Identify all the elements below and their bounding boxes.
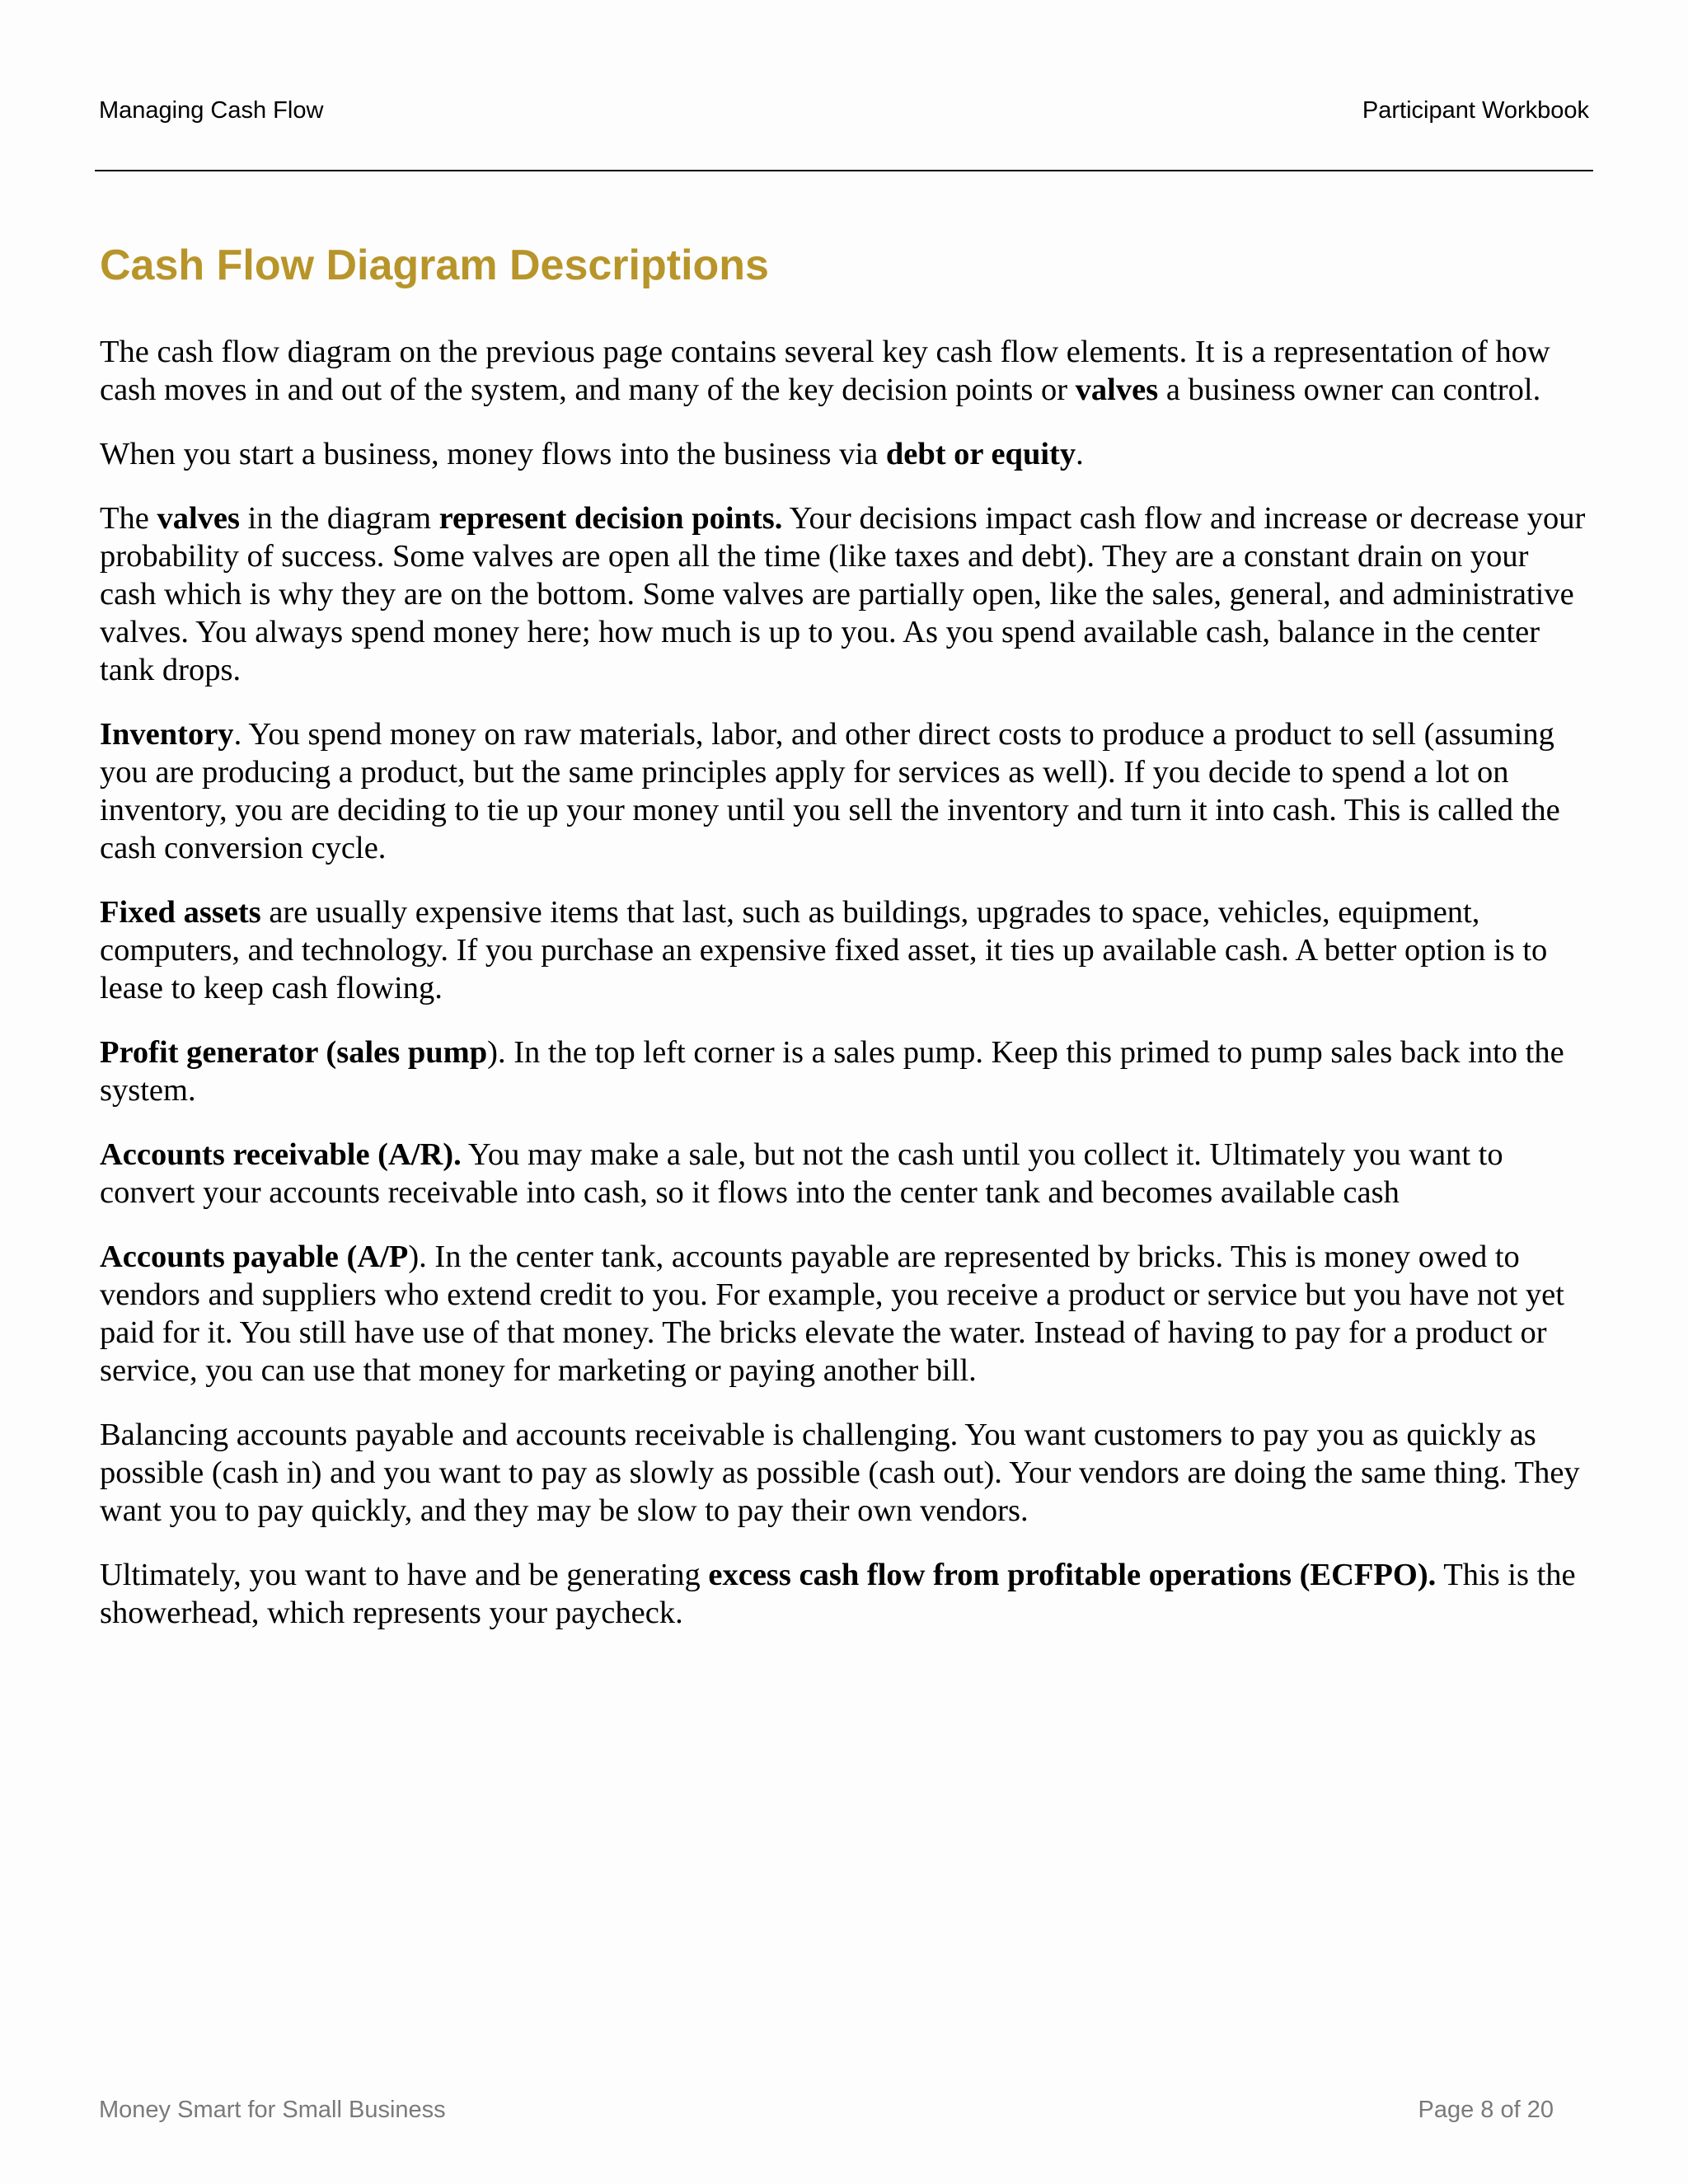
text-run: .: [1076, 437, 1084, 471]
paragraph-valves: [100, 499, 1592, 689]
text-run: ). In the top left corner is a sales pump. Keep this primed to pump sales back into the system.: [100, 1035, 1564, 1108]
bold-term: Accounts payable (A/P: [100, 1240, 409, 1274]
paragraph-ecfpo: [100, 1556, 1592, 1632]
text-run: ). In the center tank, accounts payable are represented by bricks. This is money owed to vendors and suppliers who extend credit to you. For example, you receive a product or service but you have not yet paid for it. You still have use of that money. The bricks elevate the water. Instead of having to pay for a product or service, you can use that money for marketing or paying another bill.: [100, 1240, 1564, 1388]
page-number: Page 8 of 20: [1418, 2097, 1554, 2123]
text-run: are usually expensive items that last, such as buildings, upgrades to space, vehicles, equipment, computers, and technology. If you purchase an expensive fixed asset, it ties up available cash. A better option is to lease to keep cash flowing.: [100, 895, 1548, 1005]
section-title: Cash Flow Diagram Descriptions: [100, 241, 769, 289]
bold-term: Accounts receivable (A/R).: [100, 1137, 462, 1172]
paragraph-balancing: [100, 1416, 1592, 1530]
paragraph-fixed-assets: [100, 893, 1592, 1007]
bold-term: debt or equity: [885, 437, 1076, 471]
text-run: The cash flow diagram on the previous page contains several key cash flow elements. It is a representation of how cash moves in and out of the system, and many of the key decision points or: [100, 335, 1550, 407]
text-run: Balancing accounts payable and accounts receivable is challenging. You want customers to pay you as quickly as possible (cash in) and you want to pay as slowly as possible (cash out). Your vendors are doing the same thing. They want you to pay quickly, and they may be slow to pay their own vendors.: [100, 1418, 1580, 1528]
bold-term: valves: [157, 501, 241, 536]
bold-term: valves: [1075, 373, 1159, 407]
body-text: [100, 333, 1592, 1658]
paragraph-accounts-receivable: [100, 1136, 1592, 1212]
header-document-title: Managing Cash Flow: [99, 97, 324, 124]
text-run: The: [100, 501, 157, 536]
text-run: in the diagram: [240, 501, 439, 536]
bold-term: Fixed assets: [100, 895, 261, 930]
text-run: Your decisions impact cash flow and increase or decrease your probability of success. Some valves are open all the time (like taxes and debt). They are a constant drain on your cash which is why they are on the bottom. Some valves are partially open, like the sales, general, and administrative valves. You always spend money here; how much is up to you. As you spend available cash, balance in the center tank drops.: [100, 501, 1586, 687]
page-header: [99, 97, 1589, 130]
text-run: a business owner can control.: [1158, 373, 1541, 407]
paragraph-intro: [100, 333, 1592, 409]
bold-term: excess cash flow from profitable operations (ECFPO).: [708, 1558, 1437, 1592]
text-run: Ultimately, you want to have and be generating: [100, 1558, 709, 1592]
paragraph-profit-generator: [100, 1033, 1592, 1109]
bold-term: Inventory: [100, 717, 234, 752]
paragraph-inventory: [100, 715, 1592, 867]
footer-program-name: Money Smart for Small Business: [99, 2097, 446, 2123]
text-run: You may make a sale, but not the cash until you collect it. Ultimately you want to convert your accounts receivable into cash, so it flows into the center tank and becomes available cash: [100, 1137, 1503, 1210]
header-workbook-label: Participant Workbook: [1362, 97, 1589, 124]
text-run: This is the showerhead, which represents your paycheck.: [100, 1558, 1576, 1630]
bold-term: Profit generator (sales pump: [100, 1035, 488, 1070]
text-run: When you start a business, money flows into the business via: [100, 437, 886, 471]
paragraph-debt-equity: [100, 435, 1592, 473]
header-divider: [95, 170, 1593, 171]
bold-term: represent decision points.: [438, 501, 783, 536]
paragraph-accounts-payable: [100, 1238, 1592, 1390]
text-run: . You spend money on raw materials, labor, and other direct costs to produce a product to sell (assuming you are producing a product, but the same principles apply for services as well). If you decide to spend a lot on inventory, you are deciding to tie up your money until you sell the inventory and turn it into cash. This is called the cash conversion cycle.: [100, 717, 1560, 865]
